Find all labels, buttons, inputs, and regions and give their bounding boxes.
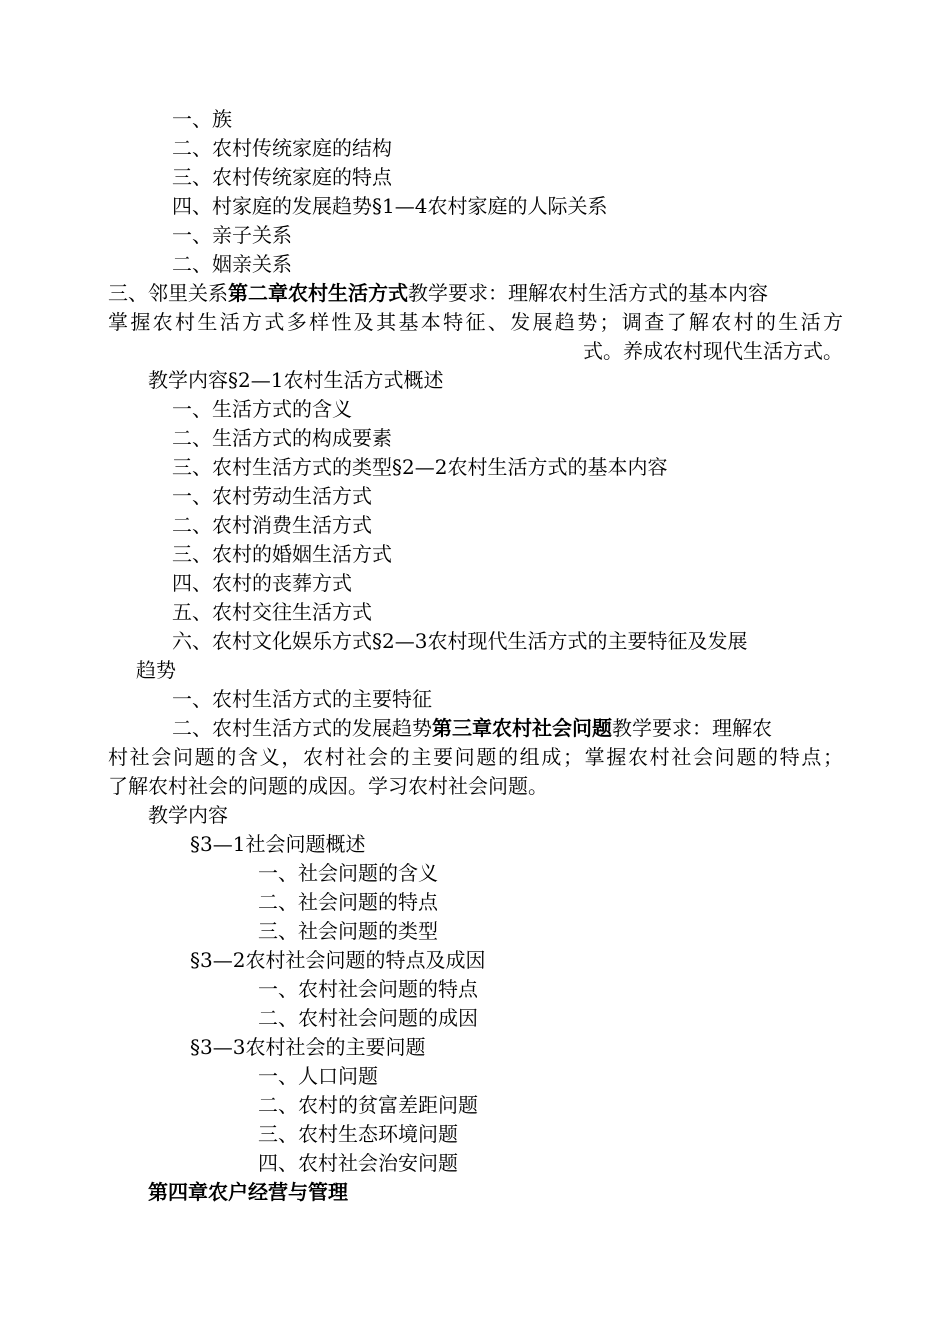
item-parent-child: 一、亲子关系 bbox=[172, 223, 292, 247]
chapter3-content-heading: 教学内容 bbox=[148, 803, 228, 827]
item-development-trend: 二、农村生活方式的发展趋势 bbox=[172, 716, 432, 740]
item-family-features: 三、农村传统家庭的特点 bbox=[172, 165, 392, 189]
item-family-structure: 二、农村传统家庭的结构 bbox=[172, 136, 392, 160]
item-problem-features: 二、社会问题的特点 bbox=[258, 890, 438, 914]
item-problem-types: 三、社会问题的类型 bbox=[258, 919, 438, 943]
item-main-features: 一、农村生活方式的主要特征 bbox=[172, 687, 432, 711]
section-3-3: §3—3农村社会的主要问题 bbox=[190, 1035, 426, 1059]
item-labor-lifestyle: 一、农村劳动生活方式 bbox=[172, 484, 372, 508]
item-culture-entertainment-cont: 趋势 bbox=[136, 658, 176, 682]
item-in-law: 二、姻亲关系 bbox=[172, 252, 292, 276]
item-clan: 一、族 bbox=[172, 107, 232, 131]
item-family-trend: 四、村家庭的发展趋势§1—4农村家庭的人际关系 bbox=[172, 194, 608, 218]
chapter3-requirement-line3: 了解农村社会的问题的成因。学习农村社会问题。 bbox=[108, 774, 548, 798]
item-rural-problem-causes: 二、农村社会问题的成因 bbox=[258, 1006, 478, 1030]
chapter2-title: 第二章农村生活方式 bbox=[228, 281, 408, 305]
chapter3-title: 第三章农村社会问题 bbox=[432, 716, 612, 740]
chapter2-requirement-start: 教学要求：理解农村生活方式的基本内容 bbox=[408, 281, 768, 305]
item-rural-problem-features: 一、农村社会问题的特点 bbox=[258, 977, 478, 1001]
chapter2-heading-line bbox=[108, 279, 768, 308]
item-funeral: 四、农村的丧葬方式 bbox=[172, 571, 352, 595]
item-ecology: 三、农村生态环境问题 bbox=[258, 1122, 458, 1146]
item-lifestyle-types: 三、农村生活方式的类型§2—2农村生活方式的基本内容 bbox=[172, 455, 668, 479]
item-marriage-lifestyle: 三、农村的婚姻生活方式 bbox=[172, 542, 392, 566]
item-problem-meaning: 一、社会问题的含义 bbox=[258, 861, 438, 885]
item-public-security: 四、农村社会治安问题 bbox=[258, 1151, 458, 1175]
chapter4-title: 第四章农户经营与管理 bbox=[148, 1180, 348, 1204]
item-consumption-lifestyle: 二、农村消费生活方式 bbox=[172, 513, 372, 537]
chapter2-requirement-line3: 式。养成农村现代生活方式。 bbox=[583, 339, 843, 363]
section-3-1: §3—1社会问题概述 bbox=[190, 832, 366, 856]
chapter3-requirement-start: 教学要求：理解农 bbox=[612, 716, 772, 740]
section-3-2: §3—2农村社会问题的特点及成因 bbox=[190, 948, 486, 972]
item-population: 一、人口问题 bbox=[258, 1064, 378, 1088]
item-lifestyle-meaning: 一、生活方式的含义 bbox=[172, 397, 352, 421]
chapter3-requirement-line2: 村社会问题的含义，农村社会的主要问题的组成；掌握农村社会问题的特点； bbox=[108, 745, 843, 769]
item-lifestyle-elements: 二、生活方式的构成要素 bbox=[172, 426, 392, 450]
item-wealth-gap: 二、农村的贫富差距问题 bbox=[258, 1093, 478, 1117]
item-culture-entertainment: 六、农村文化娱乐方式§2—3农村现代生活方式的主要特征及发展 bbox=[172, 629, 748, 653]
chapter2-requirement-line2: 掌握农村生活方式多样性及其基本特征、发展趋势；调查了解农村的生活方 bbox=[108, 310, 843, 334]
item-neighbor: 三、邻里关系 bbox=[108, 281, 228, 305]
item-social-interaction: 五、农村交往生活方式 bbox=[172, 600, 372, 624]
chapter2-content-heading: 教学内容§2—1农村生活方式概述 bbox=[148, 368, 444, 392]
chapter3-heading-line bbox=[172, 714, 772, 743]
